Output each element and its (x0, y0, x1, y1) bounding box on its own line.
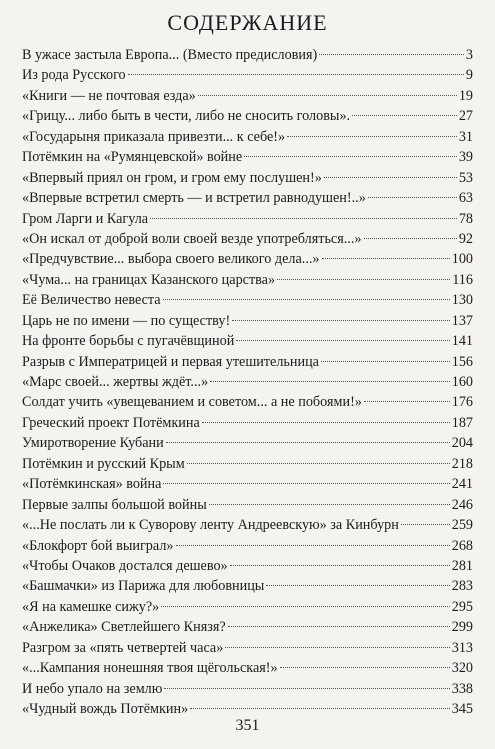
dot-leader (164, 688, 449, 689)
dot-leader (287, 136, 457, 137)
toc-entry (22, 597, 473, 617)
dot-leader (209, 504, 450, 505)
dot-leader (176, 545, 450, 546)
toc-entry-page: 92 (458, 230, 473, 247)
toc-entry-page: 320 (451, 660, 473, 677)
dot-leader (190, 708, 450, 709)
toc-entry (22, 311, 473, 331)
toc-entry-title: И небо упало на землю (22, 680, 163, 697)
toc-entry-page: 176 (451, 394, 473, 411)
toc-entry (22, 229, 473, 249)
page-title: СОДЕРЖАНИЕ (167, 10, 328, 35)
dot-leader (280, 667, 450, 668)
toc-entry-title: Гром Ларги и Кагула (22, 210, 149, 227)
toc-entry-page: 259 (451, 517, 473, 534)
dot-leader (210, 381, 450, 382)
toc-entry-page: 241 (451, 476, 473, 493)
dot-leader (368, 197, 457, 198)
toc-entry-title: Потёмкин на «Румянцевской» войне (22, 149, 243, 166)
toc-entry (22, 290, 473, 310)
toc-entry-page: 130 (451, 292, 473, 309)
toc-entry-title: Разрыв с Императрицей и первая утешительница (22, 353, 319, 370)
toc-entry-title: На фронте борьбы с пугачёвщиной (22, 333, 235, 350)
toc-entry-title: «Грицу... либо быть в чести, либо не сносить головы». (22, 108, 351, 125)
toc-entry (22, 168, 473, 188)
toc-entry (22, 474, 473, 494)
dot-leader (244, 156, 457, 157)
page-number: 351 (235, 717, 260, 734)
toc-entry (22, 556, 473, 576)
toc-entry (22, 658, 473, 678)
dot-leader (352, 115, 457, 116)
toc-entry (22, 536, 473, 556)
toc-entry-page: 295 (451, 598, 473, 615)
toc-entry (22, 106, 473, 126)
toc-entry (22, 413, 473, 433)
dot-leader (322, 258, 450, 259)
toc-entry-title: «Потёмкинская» война (22, 476, 162, 493)
toc-entry-page: 281 (451, 557, 473, 574)
toc-entry-page: 313 (451, 639, 473, 656)
toc-entry (22, 209, 473, 229)
toc-entry-page: 204 (451, 435, 473, 452)
toc-entry-title: «...Не послать ли к Суворову ленту Андреевскую» за Кинбурн (22, 517, 399, 534)
toc-entry-title: «Чтобы Очаков достался дешево» (22, 557, 228, 574)
dot-leader (230, 565, 450, 566)
dot-leader (150, 218, 457, 219)
toc-entry-title: «Впервые встретил смерть — и встретил равнодушен!..» (22, 190, 366, 207)
toc-entry-title: «Марс своей... жертвы ждёт...» (22, 374, 209, 390)
toc-entry-page: 156 (451, 353, 473, 370)
toc-entry (22, 392, 473, 412)
toc-entry (22, 147, 473, 167)
dot-leader (364, 401, 450, 402)
toc-entry-page: 116 (452, 271, 473, 288)
toc-entry-title: «Впервый приял он гром, и гром ему послушен!» (22, 169, 322, 186)
toc-entry-title: Потёмкин и русский Крым (22, 455, 185, 472)
toc-entry (22, 617, 473, 637)
toc-entry-title: «Анжелика» Светлейшего Князя? (22, 619, 226, 636)
toc-entry (22, 188, 473, 208)
dot-leader (163, 483, 449, 484)
toc-entry-page: 137 (451, 312, 473, 329)
toc-entry-page: 39 (458, 149, 473, 166)
toc-entry (22, 433, 473, 453)
toc-entry-title: «Государыня приказала привезти... к себе!» (22, 128, 286, 145)
toc-entry (22, 495, 473, 515)
toc-entry (22, 372, 473, 392)
dot-leader (401, 524, 450, 525)
toc-entry-title: «Башмачки» из Парижа для любовницы (22, 578, 265, 595)
toc-entry-title: «...Кампания нонешняя твоя щёгольская!» (22, 660, 278, 677)
dot-leader (319, 54, 464, 55)
toc-entry (22, 65, 473, 85)
toc-entry (22, 45, 473, 65)
dot-leader (364, 238, 457, 239)
toc-entry-page: 218 (451, 455, 473, 472)
toc-entry (22, 679, 473, 699)
toc-entry-page: 345 (451, 701, 473, 717)
dot-leader (236, 340, 449, 341)
toc-entry (22, 576, 473, 596)
toc-entry-title: Умиротворение Кубани (22, 435, 164, 452)
toc-entry-title: Греческий проект Потёмкина (22, 414, 200, 431)
dot-leader (232, 320, 450, 321)
toc-entry-title: «Он искал от доброй воли своей везде употребляться...» (22, 230, 362, 247)
dot-leader (277, 279, 450, 280)
toc-entry (22, 352, 473, 372)
toc-entry-title: «Блокфорт бой выиграл» (22, 537, 174, 554)
dot-leader (163, 299, 450, 300)
dot-leader (225, 647, 449, 648)
dot-leader (202, 422, 450, 423)
toc-entry-page: 268 (451, 537, 473, 554)
toc-entry-title: Первые залпы большой войны (22, 496, 207, 513)
toc-entry (22, 86, 473, 106)
toc-entry-page: 19 (458, 87, 473, 104)
toc-entry-page: 187 (451, 414, 473, 431)
toc-entry-page: 141 (451, 333, 473, 350)
toc-entry-title: Солдат учить «увещеванием и советом... а не побоями!» (22, 394, 362, 411)
toc-entry (22, 331, 473, 351)
toc-entry-page: 246 (451, 496, 473, 513)
toc-entry-page: 78 (458, 210, 473, 227)
toc-entry-page: 3 (465, 47, 473, 63)
toc-entry-page: 100 (451, 251, 473, 268)
dot-leader (324, 177, 457, 178)
dot-leader (198, 95, 457, 96)
dot-leader (321, 361, 450, 362)
toc-entry-title: Из рода Русского (22, 67, 126, 84)
toc-entry-page: 160 (451, 374, 473, 390)
toc-entry (22, 270, 473, 290)
toc-entry-title: В ужасе застыла Европа... (Вместо предисловия) (22, 47, 318, 63)
dot-leader (228, 626, 450, 627)
toc-entry-page: 299 (451, 619, 473, 636)
toc-entry-page: 53 (458, 169, 473, 186)
toc-entry-page: 338 (451, 680, 473, 697)
toc-entry-title: «Предчувствие... выбора своего великого дела...» (22, 251, 320, 268)
toc-entry-title: «Я на камешке сижу?» (22, 598, 160, 615)
toc-entry-title: Её Величество невеста (22, 292, 161, 309)
dot-leader (187, 463, 450, 464)
toc-entry-page: 9 (465, 67, 473, 84)
dot-leader (128, 74, 464, 75)
toc-entry-title: «Книги — не почтовая езда» (22, 87, 196, 104)
dot-leader (161, 606, 449, 607)
dot-leader (266, 585, 449, 586)
toc-entry (22, 249, 473, 269)
toc-entry-page: 31 (458, 128, 473, 145)
toc-entry-title: «Чума... на границах Казанского царства» (22, 271, 276, 288)
toc-entry-page: 283 (451, 578, 473, 595)
table-of-contents (22, 45, 473, 719)
dot-leader (166, 442, 450, 443)
toc-entry-page: 27 (458, 108, 473, 125)
toc-entry-title: Разгром за «пять четвертей часа» (22, 639, 224, 656)
toc-entry (22, 454, 473, 474)
toc-entry (22, 515, 473, 535)
toc-entry-page: 63 (458, 190, 473, 207)
toc-entry-title: «Чудный вождь Потёмкин» (22, 701, 189, 717)
toc-entry (22, 638, 473, 658)
toc-entry-title: Царь не по имени — по существу! (22, 312, 231, 329)
toc-entry (22, 127, 473, 147)
